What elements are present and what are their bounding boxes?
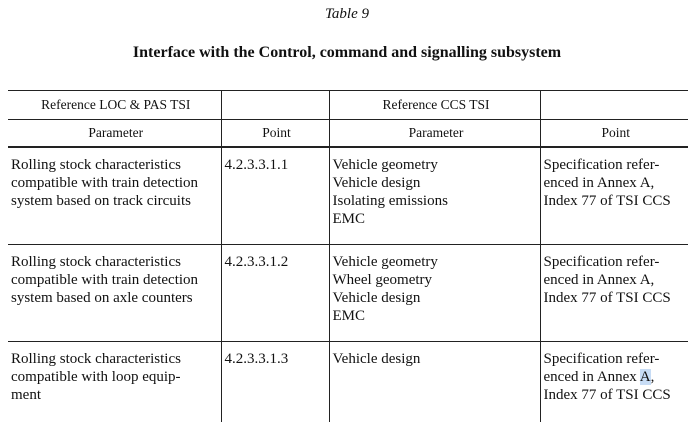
- table-row: [8, 147, 688, 245]
- ccs-parameter-cell: [329, 147, 540, 245]
- table-title: Interface with the Control, command and signalling subsystem: [132, 44, 562, 61]
- cell-line: EMC: [332, 308, 366, 324]
- header-parameter: Parameter: [329, 120, 540, 148]
- header-row-reference: [8, 91, 688, 120]
- cell-line: Specification refer-: [543, 351, 660, 367]
- table-row: [8, 342, 688, 423]
- cell-line: Wheel geometry: [332, 272, 433, 288]
- cell-line: Specification refer-: [543, 157, 660, 173]
- cell-line: enced in Annex A,: [543, 272, 655, 288]
- header-point: Point: [221, 120, 329, 148]
- cell-line: Vehicle design: [332, 290, 421, 306]
- cell-line: Rolling stock characteristics: [11, 351, 181, 367]
- cell-line: Vehicle design: [332, 351, 421, 367]
- loc-parameter-cell: [8, 245, 221, 342]
- cell-line: compatible with train detection: [11, 175, 199, 191]
- cell-line: Specification refer-: [543, 254, 660, 270]
- cell-line-text: enced in Annex: [543, 369, 640, 385]
- table-row: [8, 245, 688, 342]
- cell-line: Vehicle design: [332, 175, 421, 191]
- cell-line: Index 77 of TSI CCS: [543, 290, 671, 306]
- cell-line: Isolating emissions: [332, 193, 448, 209]
- cell-line: [544, 368, 689, 386]
- header-parameter: Parameter: [8, 120, 221, 148]
- table-caption: Table 9: [324, 6, 370, 22]
- ccs-point-cell[interactable]: [540, 342, 688, 423]
- cell-line: compatible with loop equip-: [11, 369, 181, 385]
- header-empty: [540, 91, 688, 120]
- loc-point-cell: 4.2.3.3.1.2: [221, 245, 329, 342]
- cell-line: Rolling stock characteristics: [11, 157, 181, 173]
- header-row-columns: [8, 120, 688, 148]
- cell-line: Vehicle geometry: [332, 157, 438, 173]
- cell-line: enced in Annex A,: [543, 175, 655, 191]
- loc-parameter-cell: [8, 342, 221, 423]
- ccs-point-cell: [540, 147, 688, 245]
- cell-line: Vehicle geometry: [332, 254, 438, 270]
- text-selection-highlight[interactable]: A: [639, 369, 651, 385]
- cell-line: Index 77 of TSI CCS: [543, 387, 671, 403]
- cell-line: Rolling stock characteristics: [11, 254, 181, 270]
- cell-line: system based on track circuits: [11, 193, 191, 209]
- ccs-point-cell: [540, 245, 688, 342]
- interface-table: [8, 90, 688, 422]
- cell-line: compatible with train detection: [11, 272, 199, 288]
- header-empty: [221, 91, 329, 120]
- header-loc-pas-tsi: Reference LOC & PAS TSI: [8, 91, 221, 120]
- ccs-parameter-cell: [329, 245, 540, 342]
- header-ccs-tsi: Reference CCS TSI: [329, 91, 540, 120]
- cell-line: system based on axle counters: [11, 290, 193, 306]
- loc-point-cell: 4.2.3.3.1.3: [221, 342, 329, 423]
- cell-line: Index 77 of TSI CCS: [543, 193, 671, 209]
- cell-line: ment: [11, 387, 41, 403]
- header-point: Point: [540, 120, 688, 148]
- cell-line: EMC: [332, 211, 366, 227]
- ccs-parameter-cell: [329, 342, 540, 423]
- cell-line-text: ,: [650, 369, 655, 385]
- loc-parameter-cell: [8, 147, 221, 245]
- loc-point-cell: 4.2.3.3.1.1: [221, 147, 329, 245]
